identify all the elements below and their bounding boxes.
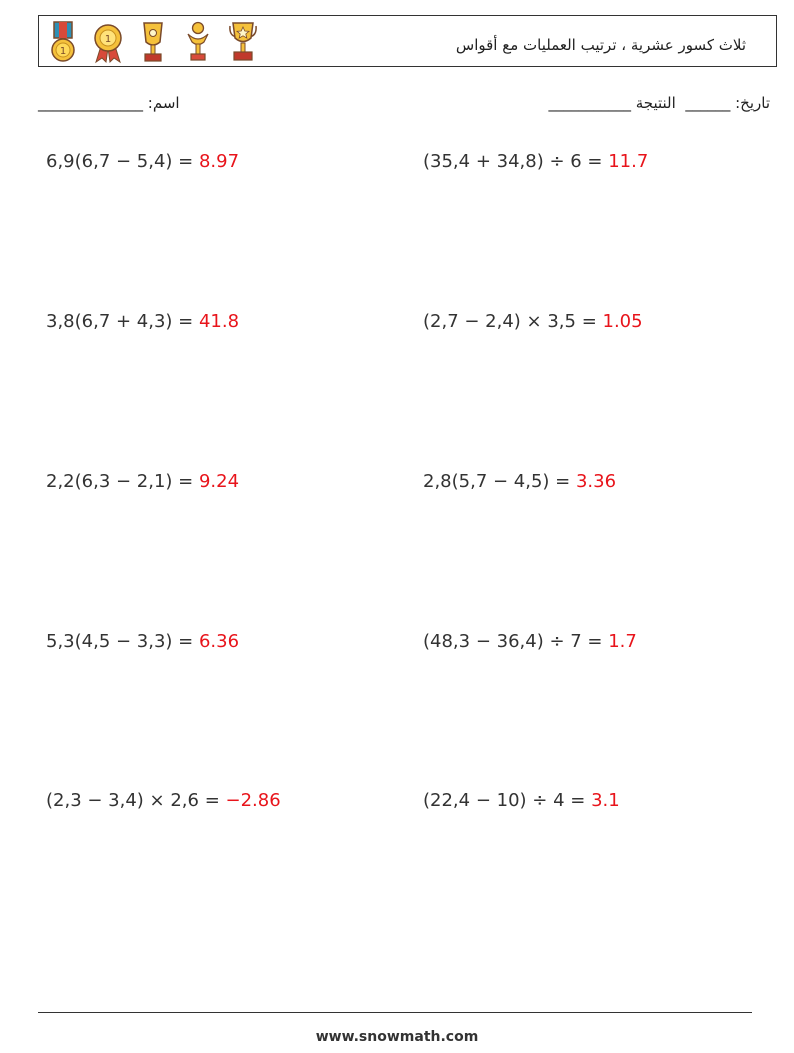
problem-answer: 9.24 (198, 471, 240, 492)
cup-icon (137, 20, 169, 64)
svg-text:1: 1 (59, 46, 67, 57)
name-blank: ______________ (38, 94, 143, 112)
problem-expression: (35,4 + 34,8) ÷ 6 = (423, 151, 609, 172)
svg-text:1: 1 (104, 34, 112, 45)
star-trophy-icon (227, 20, 259, 64)
problem-expression: 5,3(4,5 − 3,3) = (46, 631, 199, 652)
problem-5 (46, 471, 239, 492)
problem-answer: 3.36 (575, 471, 617, 492)
problem-answer: 41.8 (198, 311, 240, 332)
name-label: اسم: (147, 94, 180, 112)
problem-8 (423, 631, 637, 652)
problem-answer: 1.05 (602, 311, 643, 332)
footer-site-link[interactable]: www.snowmath.com (315, 1029, 479, 1045)
problem-1 (46, 151, 239, 172)
problem-answer: 6.36 (198, 631, 240, 652)
problem-expression: (48,3 − 36,4) ÷ 7 = (423, 631, 609, 652)
figure-trophy-icon (182, 20, 214, 64)
problem-expression: (22,4 − 10) ÷ 4 = (423, 790, 592, 811)
problem-answer: 11.7 (608, 151, 649, 172)
problem-expression: 2,2(6,3 − 2,1) = (46, 471, 199, 492)
worksheet-header (38, 15, 777, 67)
result-label: النتيجة (635, 94, 676, 112)
rosette-icon (92, 20, 124, 64)
problem-expression: (2,3 − 3,4) × 2,6 = (46, 790, 226, 811)
problem-expression: 6,9(6,7 − 5,4) = (46, 151, 199, 172)
problem-answer: 1.7 (608, 631, 637, 652)
problem-expression: (2,7 − 2,4) × 3,5 = (423, 311, 603, 332)
problem-9 (46, 790, 281, 811)
medal-icon (47, 20, 79, 64)
name-field (38, 94, 180, 112)
problem-7 (46, 631, 239, 652)
problem-3 (46, 311, 239, 332)
problem-2 (423, 151, 648, 172)
problem-4 (423, 311, 643, 332)
date-result-field (548, 94, 770, 112)
result-blank: ___________ (548, 94, 631, 112)
problem-answer: 3.1 (591, 790, 620, 811)
date-label: تاريخ: (735, 94, 770, 112)
problem-6 (423, 471, 616, 492)
problem-answer: −2.86 (225, 790, 281, 811)
problem-answer: 8.97 (198, 151, 240, 172)
worksheet-title: ثلاث كسور عشرية ، ترتيب العمليات مع أقواس (455, 36, 746, 54)
award-icons (47, 20, 259, 64)
problem-10 (423, 790, 620, 811)
date-blank: ______ (685, 94, 731, 112)
problem-expression: 2,8(5,7 − 4,5) = (423, 471, 576, 492)
problem-expression: 3,8(6,7 + 4,3) = (46, 311, 199, 332)
footer-divider (38, 1012, 752, 1013)
